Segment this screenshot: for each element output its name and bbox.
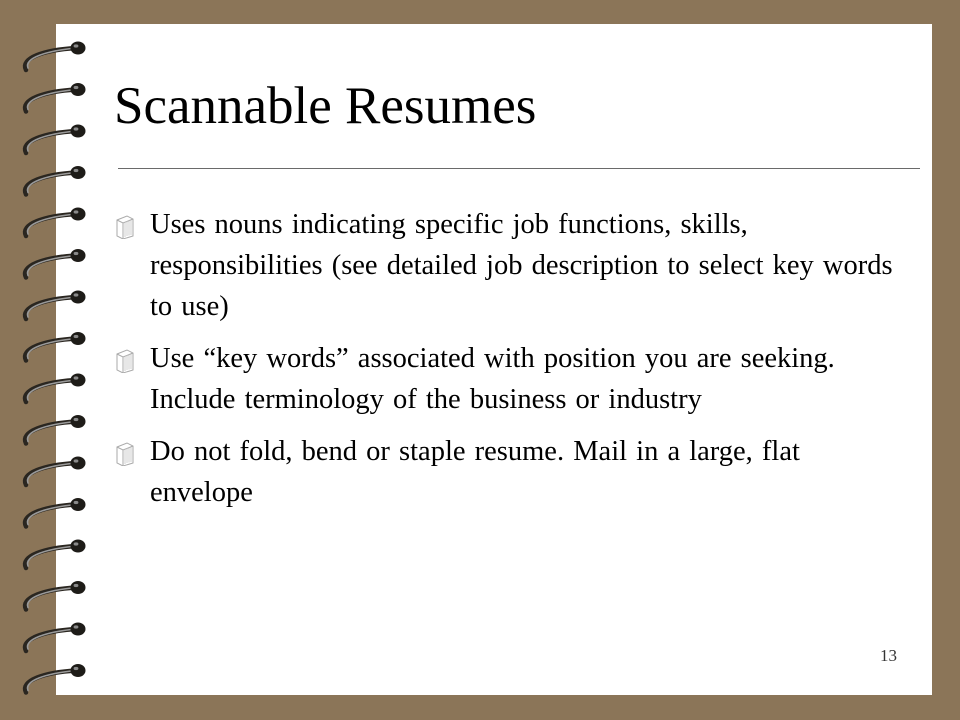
bullet-text: Use “key words” associated with position you are seeking. Include terminology of the business or industry (150, 343, 835, 415)
spiral-binding-icon (0, 0, 110, 720)
bullet-list (112, 204, 902, 524)
book-icon (112, 440, 138, 466)
bullet-item (112, 338, 902, 420)
book-icon (112, 213, 138, 239)
bullet-text: Do not fold, bend or staple resume. Mail in a large, flat envelope (150, 436, 800, 508)
page-number: 13 (880, 646, 897, 665)
bullet-item (112, 431, 902, 513)
page-title: Scannable Resumes (114, 77, 537, 135)
bullet-item (112, 204, 902, 327)
book-icon (112, 347, 138, 373)
title-divider (118, 168, 920, 169)
bullet-text: Uses nouns indicating specific job functions, skills, responsibilities (see detailed job description to select key words to use) (150, 209, 893, 322)
